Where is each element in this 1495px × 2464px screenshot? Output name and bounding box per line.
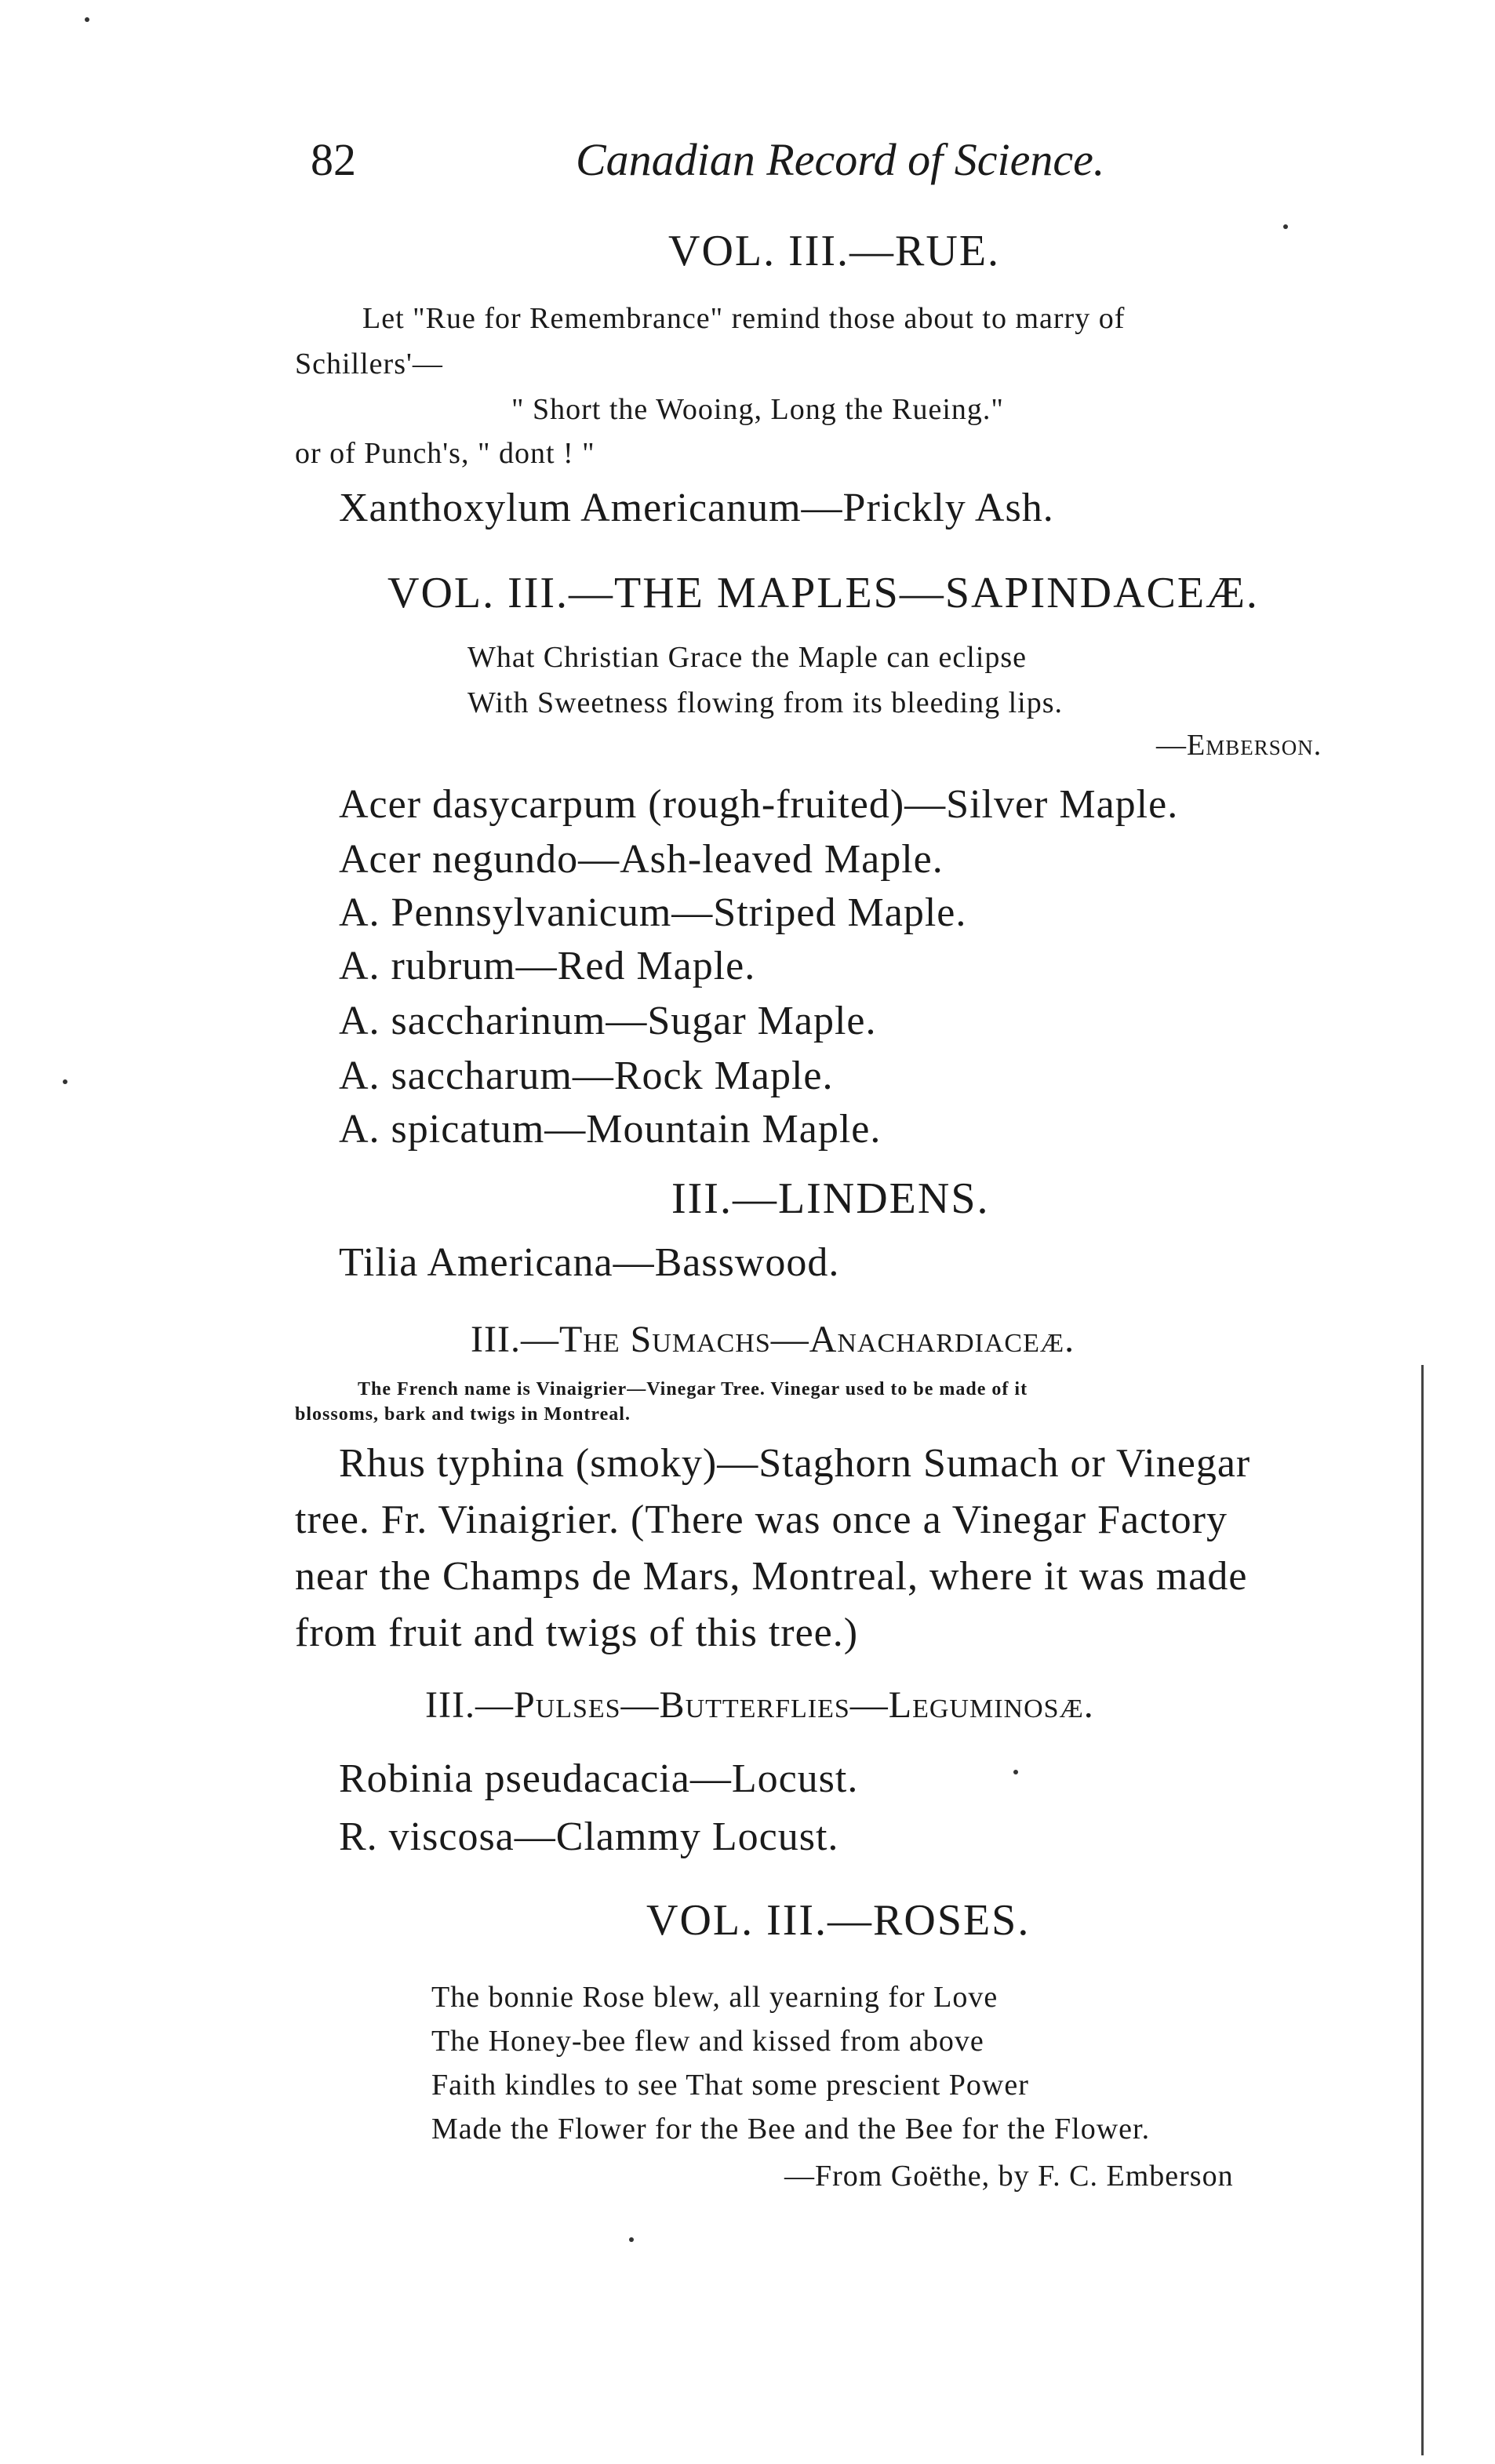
scan-speck [629, 2237, 634, 2242]
roses-verse-line: Made the Flower for the Bee and the Bee for the Flower. [431, 2113, 1151, 2146]
maples-heading: VOL. III.—THE MAPLES—SAPINDACEÆ. [387, 569, 1259, 617]
roses-attribution: —From Goëthe, by F. C. Emberson [784, 2160, 1234, 2193]
sumachs-note-line2: blossoms, bark and twigs in Montreal. [295, 1404, 631, 1425]
sumachs-note-line1: The French name is Vinaigrier—Vinegar Tree. Vinegar used to be made of it [358, 1379, 1028, 1399]
scan-speck [85, 17, 89, 22]
maple-item: A. Pennsylvanicum—Striped Maple. [339, 890, 967, 935]
roses-verse-line: Faith kindles to see That some prescient Power [431, 2069, 1029, 2102]
maples-verse1: What Christian Grace the Maple can eclipse [467, 641, 1028, 674]
scan-speck [63, 1079, 67, 1084]
scan-speck [1013, 1770, 1018, 1774]
rue-species: Xanthoxylum Americanum—Prickly Ash. [339, 486, 1054, 530]
maple-item: Acer dasycarpum (rough-fruited)—Silver Maple. [339, 782, 1179, 827]
roses-verse-line: The Honey-bee flew and kissed from above [431, 2025, 984, 2058]
sumachs-para-line: near the Champs de Mars, Montreal, where it was made [295, 1554, 1248, 1599]
rue-quote: " Short the Wooing, Long the Rueing." [511, 393, 1004, 426]
pulses-item: R. viscosa—Clammy Locust. [339, 1814, 839, 1859]
sumachs-para-line: from fruit and twigs of this tree.) [295, 1611, 859, 1655]
sumachs-para-line: Rhus typhina (smoky)—Staghorn Sumach or Vinegar [339, 1441, 1251, 1486]
lindens-heading: III.—LINDENS. [671, 1174, 990, 1223]
pulses-item: Robinia pseudacacia—Locust. [339, 1756, 859, 1801]
maples-attribution: —Emberson. [1156, 729, 1322, 762]
maple-item: Acer negundo—Ash-leaved Maple. [339, 837, 944, 882]
roses-heading: VOL. III.—ROSES. [646, 1896, 1031, 1945]
rue-punch: or of Punch's, " dont ! " [295, 437, 595, 470]
roses-verse-line: The bonnie Rose blew, all yearning for Love [431, 1981, 998, 2014]
maples-verse2: With Sweetness flowing from its bleeding lips. [467, 686, 1064, 719]
maple-item: A. spicatum—Mountain Maple. [339, 1107, 882, 1152]
pulses-heading: III.—Pulses—Butterflies—Leguminosæ. [425, 1684, 1094, 1726]
lindens-species: Tilia Americana—Basswood. [339, 1240, 840, 1285]
maple-item: A. saccharinum—Sugar Maple. [339, 999, 877, 1043]
page-number: 82 [311, 134, 356, 185]
scan-speck [1283, 224, 1288, 229]
maple-item: A. saccharum—Rock Maple. [339, 1054, 834, 1098]
sumachs-heading: III.—The Sumachs—Anachardiaceæ. [471, 1319, 1075, 1360]
running-title: Canadian Record of Science. [576, 134, 1105, 185]
rue-heading: VOL. III.—RUE. [668, 227, 1001, 275]
rue-intro-line1: Let "Rue for Remembrance" remind those about to marry of [362, 302, 1126, 335]
sumachs-para-line: tree. Fr. Vinaigrier. (There was once a Vinegar Factory [295, 1498, 1228, 1542]
page-edge-mark [1421, 1365, 1424, 2455]
rue-intro-line2: Schillers'— [295, 348, 443, 380]
maple-item: A. rubrum—Red Maple. [339, 944, 756, 988]
